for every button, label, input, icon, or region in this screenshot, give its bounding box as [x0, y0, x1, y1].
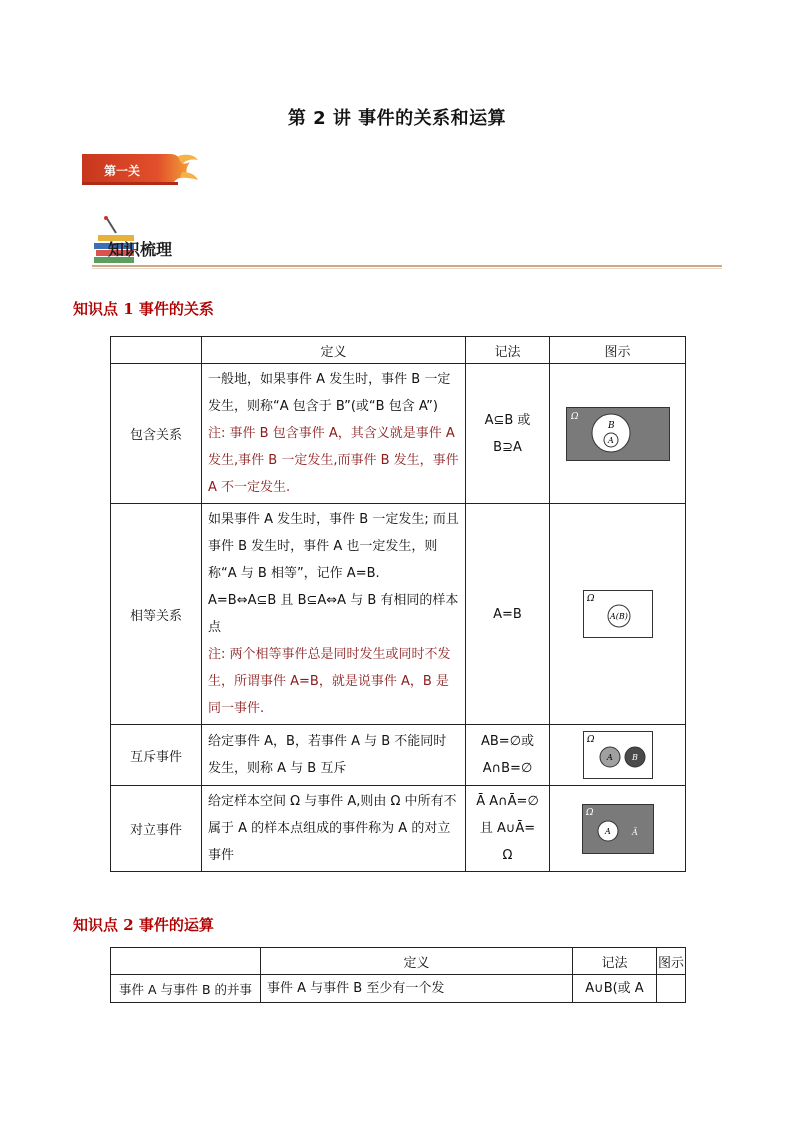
header-cell: 记法 — [573, 948, 657, 975]
venn-diagram-equal — [550, 504, 686, 725]
venn-diagram-inclusion — [550, 364, 686, 504]
venn-inclusion-icon — [566, 407, 670, 461]
header-cell — [111, 948, 261, 975]
note-text: 注: 两个相等事件总是同时发生或同时不发生，所谓事件 A=B，就是说事件 A，B 是同一事件. — [208, 647, 451, 716]
notation-cell — [466, 725, 550, 786]
venn-equal-icon — [583, 590, 653, 638]
notation-text: A=B — [493, 606, 522, 622]
relation-name: 对立事件 — [111, 786, 202, 872]
abar-label: Ā — [631, 827, 638, 837]
table-row — [111, 364, 686, 504]
table-header-row — [111, 948, 686, 975]
header-cell: 定义 — [202, 337, 466, 364]
omega-label: Ω — [585, 807, 593, 818]
definition-text: 如果事件 A 发生时，事件 B 一定发生; 而且事件 B 发生时，事件 A 也一定发生，则称“A 与 B 相等”，记作 A=B. — [208, 512, 459, 581]
operation-name: 事件 A 与事件 B 的并事 — [111, 975, 261, 1003]
page-title: 第 2 讲 事件的关系和运算 — [287, 108, 507, 129]
b-label: B — [631, 753, 638, 762]
table-header-row — [111, 337, 686, 364]
definition-cell — [202, 786, 466, 872]
notation-text: 且 A∪Ā= — [479, 821, 536, 836]
definition-cell — [202, 364, 466, 504]
section-title: 知识梳理 — [108, 240, 173, 259]
notation-text: AB=∅或 — [480, 734, 535, 749]
books-icon — [92, 213, 722, 273]
header-cell: 记法 — [466, 337, 550, 364]
b-label: B — [607, 420, 615, 431]
notation-cell — [466, 786, 550, 872]
a-label: A — [604, 826, 611, 836]
notation-cell — [466, 504, 550, 725]
kp1-table — [110, 336, 686, 872]
header-cell — [111, 337, 202, 364]
header-cell: 图示 — [550, 337, 686, 364]
table-row — [111, 975, 686, 1003]
notation-text: A∪B(或 A — [573, 975, 657, 1003]
badge-shape-icon — [82, 150, 200, 186]
kp2-table — [110, 947, 686, 1003]
definition-text: 给定样本空间 Ω 与事件 A,则由 Ω 中所有不属于 A 的样本点组成的事件称为 A 的对立事件 — [208, 794, 457, 863]
figure-cell — [657, 975, 686, 1003]
table-row — [111, 725, 686, 786]
definition-text: 给定事件 A，B，若事件 A 与 B 不能同时发生，则称 A 与 B 互斥 — [208, 734, 447, 776]
venn-diagram-exclusive — [550, 725, 686, 786]
notation-text: Ω — [502, 848, 513, 863]
level-badge — [82, 150, 200, 186]
venn-complement-icon — [582, 804, 654, 854]
definition-text: A=B⇔A⊆B 且 B⊆A⇔A 与 B 有相同的样本点 — [208, 593, 459, 635]
notation-text: A∩B=∅ — [482, 761, 533, 776]
section-header — [92, 213, 722, 273]
relation-name: 相等关系 — [111, 504, 202, 725]
definition-cell — [202, 725, 466, 786]
venn-diagram-complement — [550, 786, 686, 872]
kp2-heading: 知识点 2 事件的运算 — [73, 916, 214, 934]
badge-label: 第一关 — [104, 164, 141, 178]
notation-text: B⊇A — [493, 439, 522, 455]
a-label: A — [606, 753, 613, 762]
notation-text: A⊆B 或 — [484, 412, 531, 428]
relation-name: 互斥事件 — [111, 725, 202, 786]
definition-text: 事件 A 与事件 B 至少有一个发 — [261, 975, 573, 1003]
table-row — [111, 504, 686, 725]
omega-label: Ω — [570, 411, 578, 422]
notation-cell — [466, 364, 550, 504]
table-row — [111, 786, 686, 872]
relation-name: 包含关系 — [111, 364, 202, 504]
venn-exclusive-icon — [583, 731, 653, 779]
header-cell: 定义 — [261, 948, 573, 975]
omega-label: Ω — [586, 594, 594, 604]
notation-text: Ā A∩Ā=∅ — [476, 794, 539, 809]
header-cell: 图示 — [657, 948, 686, 975]
ab-label: A(B) — [609, 612, 628, 621]
definition-text: 一般地，如果事件 A 发生时，事件 B 一定发生，则称“A 包含于 B”(或“B 包含 A”) — [208, 372, 451, 414]
definition-cell — [202, 504, 466, 725]
note-text: 注: 事件 B 包含事件 A，其含义就是事件 A 发生,事件 B 一定发生,而事件 B 发生，事件 A 不一定发生. — [208, 426, 459, 495]
omega-label: Ω — [586, 735, 594, 745]
kp1-heading: 知识点 1 事件的关系 — [73, 300, 214, 318]
a-label: A — [607, 435, 614, 445]
